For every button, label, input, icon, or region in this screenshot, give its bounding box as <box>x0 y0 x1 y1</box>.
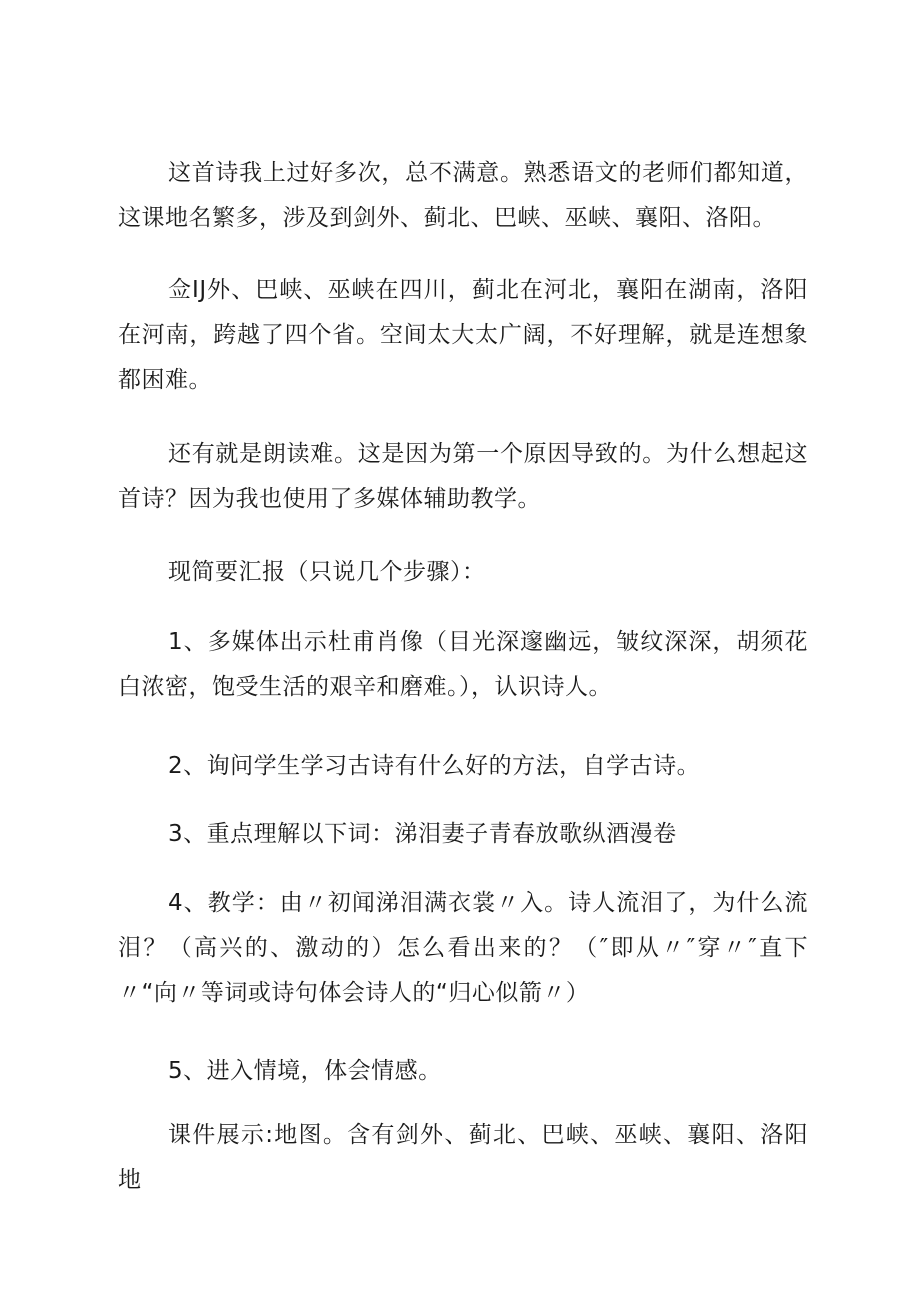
paragraph-step-1: 1、多媒体出示杜甫肖像（目光深邃幽远，皱纹深深，胡须花白浓密，饱受生活的艰辛和磨难。），认识诗人。 <box>118 629 808 700</box>
paragraph-reading-difficulty: 还有就是朗读难。这是因为第一个原因导致的。为什么想起这首诗？因为我也使用了多媒体辅助教学。 <box>118 441 808 512</box>
paragraph-step-2: 2、询问学生学习古诗有什么好的方法，自学古诗。 <box>168 753 701 779</box>
paragraph-intro: 这首诗我上过好多次，总不满意。熟悉语文的老师们都知道，这课地名繁多，涉及到剑外、蓟北、巴峡、巫峡、襄阳、洛阳。 <box>118 160 808 231</box>
paragraph-step-5: 5、进入情境，体会情感。 <box>168 1058 442 1084</box>
paragraph-geography: 佥IJ外、巴峡、巫峡在四川，蓟北在河北，襄阳在湖南，洛阳在河南，跨越了四个省。空间太大太广阔，不好理解，就是连想象都困难。 <box>118 277 808 393</box>
paragraph-courseware: 课件展示:地图。含有剑外、蓟北、巴峡、巫峡、襄阳、洛阳地 <box>118 1122 808 1193</box>
paragraph-step-4: 4、教学：由〃初闻涕泪满衣裳〃入。诗人流泪了，为什么流泪？（高兴的、激动的）怎么看出来的？（″即从〃″穿〃″直下〃“向〃等词或诗句体会诗人的“归心似箭〃） <box>118 890 808 1006</box>
paragraph-report-heading: 现简要汇报（只说几个步骤）： <box>168 559 486 585</box>
paragraph-step-3: 3、重点理解以下词：涕泪妻子青春放歌纵酒漫卷 <box>168 821 677 847</box>
